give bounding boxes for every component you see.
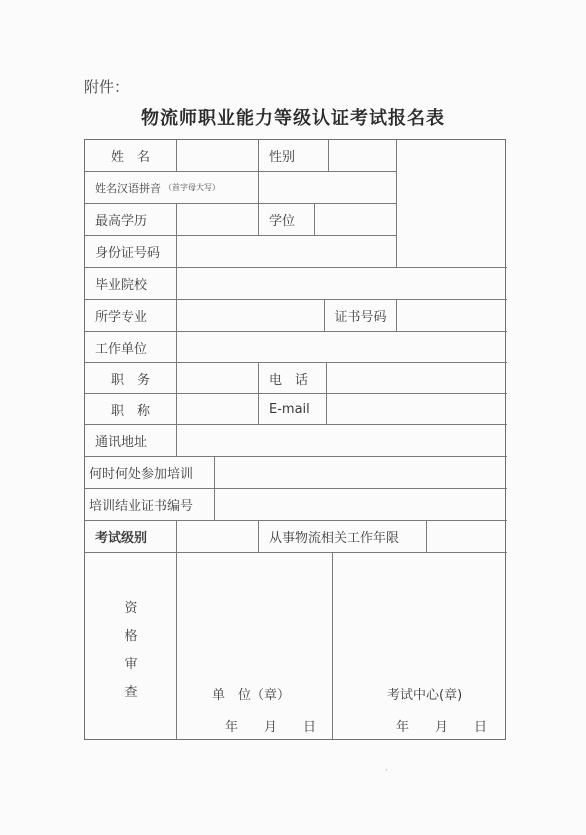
registration-form: [84, 139, 506, 740]
unit-review-cell[interactable]: [177, 553, 333, 739]
exam-level-field[interactable]: [177, 521, 259, 553]
scan-speck: ·: [385, 766, 388, 775]
review-char: 格: [124, 629, 138, 644]
phone-field[interactable]: [327, 363, 507, 394]
gender-field[interactable]: [329, 140, 397, 172]
pinyin-field[interactable]: [259, 172, 397, 204]
work-unit-field[interactable]: [177, 332, 507, 363]
training-cert-field[interactable]: [215, 489, 507, 521]
training-label: 何时何处参加培训: [85, 457, 215, 489]
name-label: 姓 名: [85, 140, 177, 172]
training-field[interactable]: [215, 457, 507, 489]
position-field[interactable]: [177, 363, 259, 394]
education-label: 最高学历: [85, 204, 177, 236]
professional-title-field[interactable]: [177, 394, 259, 425]
professional-title-label: 职 称: [85, 394, 177, 425]
cert-number-label: 证书号码: [325, 300, 397, 332]
cert-number-field[interactable]: [397, 300, 507, 332]
degree-label: 学位: [259, 204, 315, 236]
center-date-label: 年 月 日: [396, 720, 488, 735]
exam-level-label: 考试级别: [85, 521, 177, 553]
unit-date-label: 年 月 日: [225, 720, 317, 735]
photo-box: [397, 140, 507, 268]
work-years-field[interactable]: [427, 521, 507, 553]
address-field[interactable]: [177, 425, 507, 457]
attachment-label: 附件：: [84, 78, 130, 96]
review-char: 审: [124, 657, 138, 672]
pinyin-label-cell: [85, 172, 259, 204]
id-field[interactable]: [177, 236, 397, 268]
form-title: 物流师职业能力等级认证考试报名表: [141, 108, 445, 129]
degree-field[interactable]: [315, 204, 397, 236]
education-field[interactable]: [177, 204, 259, 236]
id-label: 身份证号码: [85, 236, 177, 268]
position-label: 职 务: [85, 363, 177, 394]
major-label: 所学专业: [85, 300, 177, 332]
pinyin-note: （首字母大写）: [164, 183, 220, 192]
email-label: E-mail: [259, 394, 327, 425]
center-review-cell[interactable]: [333, 553, 507, 739]
name-field[interactable]: [177, 140, 259, 172]
training-cert-label: 培训结业证书编号: [85, 489, 215, 521]
review-char: 查: [124, 685, 138, 700]
major-field[interactable]: [177, 300, 325, 332]
work-unit-label: 工作单位: [85, 332, 177, 363]
school-label: 毕业院校: [85, 268, 177, 300]
phone-label: 电 话: [259, 363, 327, 394]
school-field[interactable]: [177, 268, 507, 300]
address-label: 通讯地址: [85, 425, 177, 457]
email-field[interactable]: [327, 394, 507, 425]
gender-label: 性别: [259, 140, 329, 172]
review-vertical-label: [121, 595, 141, 707]
unit-seal-label: 单 位（章）: [212, 688, 291, 703]
center-seal-label: 考试中心(章): [387, 688, 463, 703]
review-char: 资: [124, 601, 138, 616]
pinyin-label: 姓名汉语拼音: [95, 181, 161, 195]
work-years-label: 从事物流相关工作年限: [259, 521, 427, 553]
